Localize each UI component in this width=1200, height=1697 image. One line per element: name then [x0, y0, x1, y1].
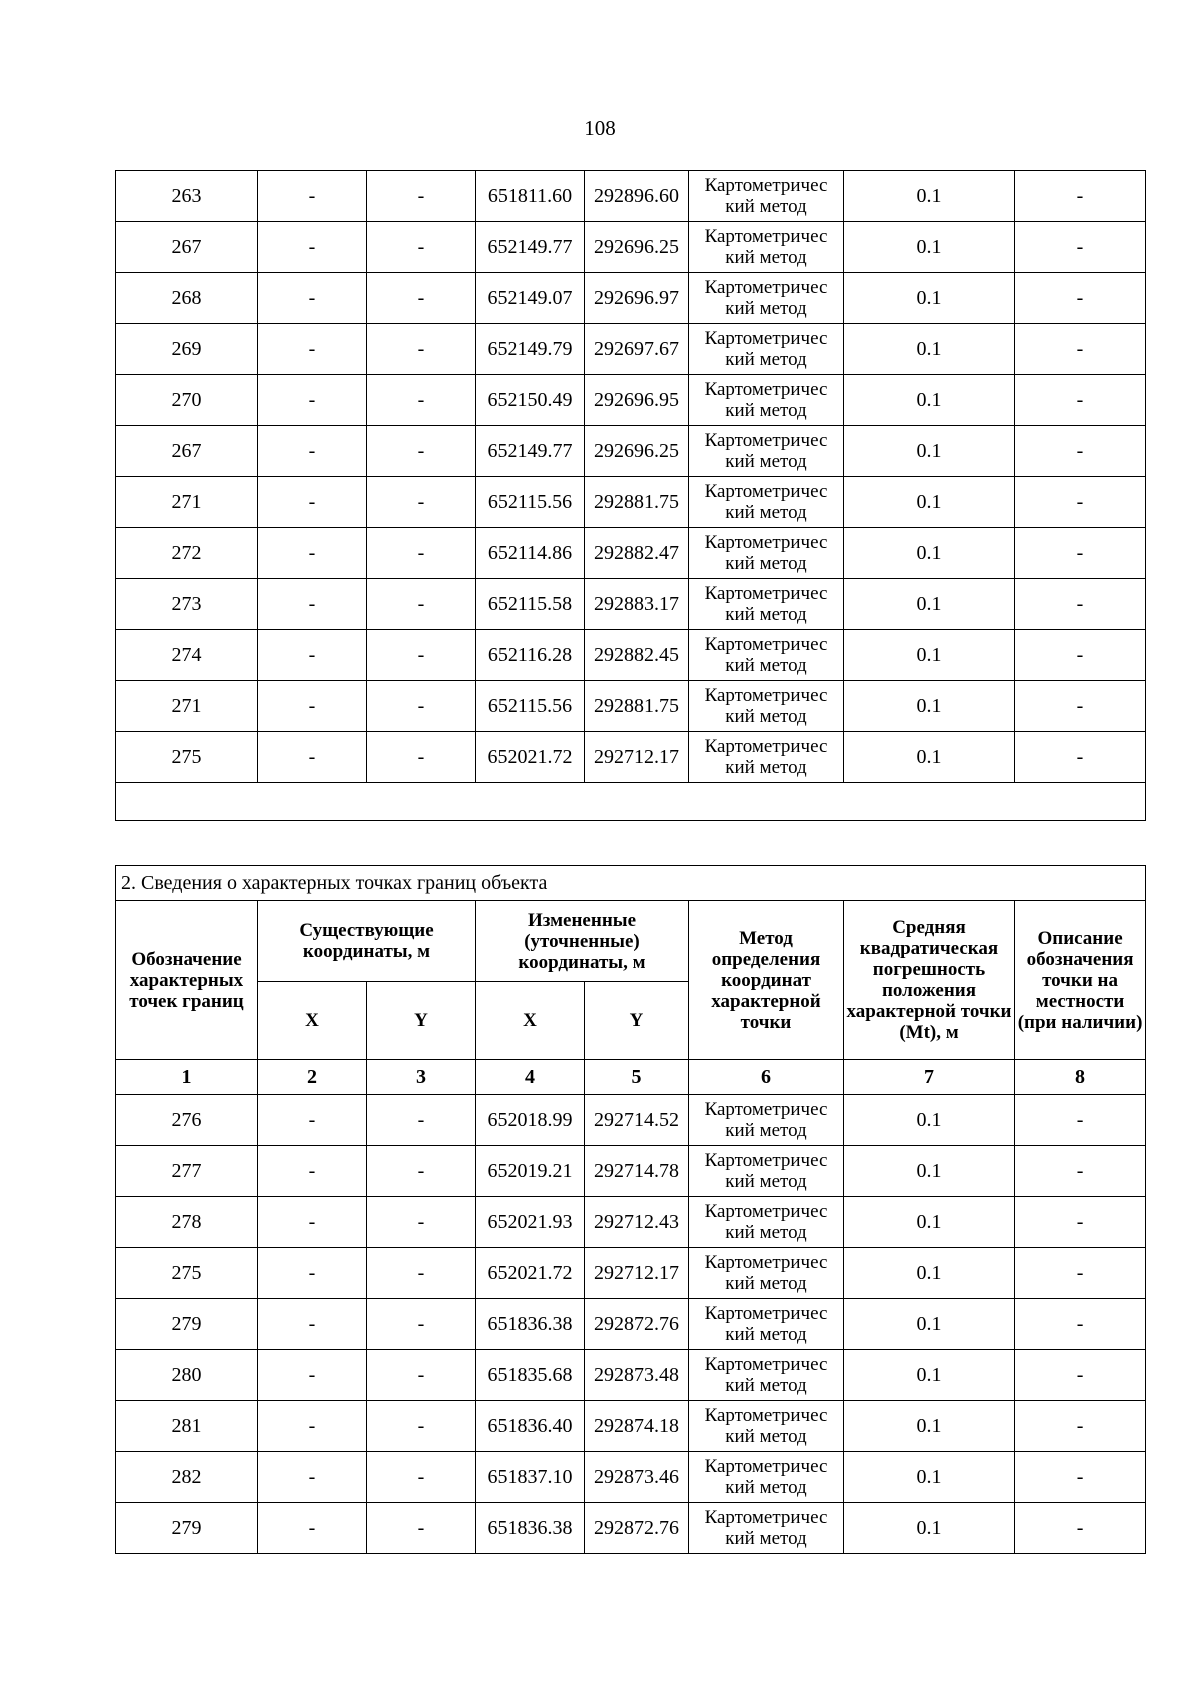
description-cell: - [1015, 1248, 1146, 1299]
changed-y-cell: 292696.95 [585, 375, 689, 426]
existing-y-cell: - [367, 528, 476, 579]
header-existing-y: Y [367, 982, 476, 1060]
method-cell: Картометричес кий метод [689, 477, 844, 528]
error-cell: 0.1 [844, 375, 1015, 426]
changed-y-cell: 292714.52 [585, 1095, 689, 1146]
table-row [116, 222, 1146, 273]
characteristic-points-table [115, 865, 1146, 1554]
existing-y-cell: - [367, 1146, 476, 1197]
existing-y-cell: - [367, 222, 476, 273]
column-number: 5 [585, 1060, 689, 1095]
table-row [116, 1503, 1146, 1554]
changed-x-cell: 652115.58 [476, 579, 585, 630]
changed-x-cell: 652021.72 [476, 1248, 585, 1299]
coordinates-table-continuation [115, 170, 1146, 821]
error-cell: 0.1 [844, 630, 1015, 681]
table-row [116, 1248, 1146, 1299]
method-cell: Картометричес кий метод [689, 1197, 844, 1248]
column-number: 7 [844, 1060, 1015, 1095]
description-cell: - [1015, 1503, 1146, 1554]
existing-y-cell: - [367, 1503, 476, 1554]
error-cell: 0.1 [844, 477, 1015, 528]
description-cell: - [1015, 1452, 1146, 1503]
point-id-cell: 269 [116, 324, 258, 375]
existing-y-cell: - [367, 171, 476, 222]
description-cell: - [1015, 1299, 1146, 1350]
error-cell: 0.1 [844, 1248, 1015, 1299]
changed-y-cell: 292882.47 [585, 528, 689, 579]
changed-x-cell: 652149.77 [476, 222, 585, 273]
header-changed-coords: Измененные (уточненные) координаты, м [476, 901, 689, 982]
table-row [116, 1350, 1146, 1401]
table-row [116, 324, 1146, 375]
table-row [116, 1452, 1146, 1503]
existing-y-cell: - [367, 324, 476, 375]
method-cell: Картометричес кий метод [689, 630, 844, 681]
existing-y-cell: - [367, 1248, 476, 1299]
changed-x-cell: 651811.60 [476, 171, 585, 222]
changed-x-cell: 652115.56 [476, 477, 585, 528]
changed-x-cell: 652018.99 [476, 1095, 585, 1146]
changed-x-cell: 651835.68 [476, 1350, 585, 1401]
changed-x-cell: 652019.21 [476, 1146, 585, 1197]
column-number: 8 [1015, 1060, 1146, 1095]
table-row [116, 1299, 1146, 1350]
existing-x-cell: - [258, 1452, 367, 1503]
method-cell: Картометричес кий метод [689, 528, 844, 579]
existing-y-cell: - [367, 375, 476, 426]
error-cell: 0.1 [844, 273, 1015, 324]
existing-y-cell: - [367, 1299, 476, 1350]
column-number: 1 [116, 1060, 258, 1095]
description-cell: - [1015, 273, 1146, 324]
point-id-cell: 278 [116, 1197, 258, 1248]
error-cell: 0.1 [844, 579, 1015, 630]
point-id-cell: 275 [116, 1248, 258, 1299]
point-id-cell: 272 [116, 528, 258, 579]
changed-y-cell: 292872.76 [585, 1503, 689, 1554]
existing-x-cell: - [258, 426, 367, 477]
description-cell: - [1015, 1197, 1146, 1248]
changed-y-cell: 292712.17 [585, 1248, 689, 1299]
table-row [116, 681, 1146, 732]
changed-y-cell: 292882.45 [585, 630, 689, 681]
existing-y-cell: - [367, 1401, 476, 1452]
header-changed-x: X [476, 982, 585, 1060]
changed-y-cell: 292712.43 [585, 1197, 689, 1248]
changed-y-cell: 292896.60 [585, 171, 689, 222]
error-cell: 0.1 [844, 426, 1015, 477]
existing-x-cell: - [258, 732, 367, 783]
changed-y-cell: 292883.17 [585, 579, 689, 630]
changed-x-cell: 652116.28 [476, 630, 585, 681]
existing-y-cell: - [367, 273, 476, 324]
table-row [116, 375, 1146, 426]
description-cell: - [1015, 681, 1146, 732]
changed-x-cell: 651836.38 [476, 1503, 585, 1554]
changed-x-cell: 652021.93 [476, 1197, 585, 1248]
header-existing-coords: Существующие координаты, м [258, 901, 476, 982]
method-cell: Картометричес кий метод [689, 375, 844, 426]
column-number: 3 [367, 1060, 476, 1095]
point-id-cell: 267 [116, 222, 258, 273]
method-cell: Картометричес кий метод [689, 222, 844, 273]
method-cell: Картометричес кий метод [689, 1299, 844, 1350]
table-row [116, 1095, 1146, 1146]
description-cell: - [1015, 324, 1146, 375]
table-row [116, 732, 1146, 783]
changed-x-cell: 652149.79 [476, 324, 585, 375]
point-id-cell: 271 [116, 477, 258, 528]
existing-x-cell: - [258, 273, 367, 324]
table-row [116, 630, 1146, 681]
method-cell: Картометричес кий метод [689, 1350, 844, 1401]
method-cell: Картометричес кий метод [689, 681, 844, 732]
changed-x-cell: 651836.38 [476, 1299, 585, 1350]
point-id-cell: 271 [116, 681, 258, 732]
point-id-cell: 270 [116, 375, 258, 426]
description-cell: - [1015, 1146, 1146, 1197]
existing-x-cell: - [258, 222, 367, 273]
table-title: 2. Сведения о характерных точках границ объекта [116, 866, 1146, 901]
existing-x-cell: - [258, 1401, 367, 1452]
error-cell: 0.1 [844, 1146, 1015, 1197]
method-cell: Картометричес кий метод [689, 732, 844, 783]
method-cell: Картометричес кий метод [689, 273, 844, 324]
header-error: Средняя квадратическая погрешность положения характерной точки (Mt), м [844, 901, 1015, 1060]
changed-x-cell: 652150.49 [476, 375, 585, 426]
error-cell: 0.1 [844, 1299, 1015, 1350]
error-cell: 0.1 [844, 1197, 1015, 1248]
description-cell: - [1015, 630, 1146, 681]
point-id-cell: 279 [116, 1299, 258, 1350]
table-row [116, 426, 1146, 477]
table-row [116, 1197, 1146, 1248]
description-cell: - [1015, 732, 1146, 783]
description-cell: - [1015, 579, 1146, 630]
point-id-cell: 268 [116, 273, 258, 324]
table-row [116, 1146, 1146, 1197]
column-number: 6 [689, 1060, 844, 1095]
description-cell: - [1015, 375, 1146, 426]
method-cell: Картометричес кий метод [689, 171, 844, 222]
point-id-cell: 263 [116, 171, 258, 222]
existing-x-cell: - [258, 1299, 367, 1350]
changed-y-cell: 292881.75 [585, 681, 689, 732]
method-cell: Картометричес кий метод [689, 426, 844, 477]
point-id-cell: 275 [116, 732, 258, 783]
description-cell: - [1015, 171, 1146, 222]
error-cell: 0.1 [844, 324, 1015, 375]
error-cell: 0.1 [844, 528, 1015, 579]
changed-y-cell: 292872.76 [585, 1299, 689, 1350]
existing-x-cell: - [258, 171, 367, 222]
table-row [116, 477, 1146, 528]
existing-x-cell: - [258, 1248, 367, 1299]
point-id-cell: 280 [116, 1350, 258, 1401]
error-cell: 0.1 [844, 732, 1015, 783]
changed-x-cell: 652114.86 [476, 528, 585, 579]
existing-y-cell: - [367, 1350, 476, 1401]
existing-y-cell: - [367, 681, 476, 732]
point-id-cell: 281 [116, 1401, 258, 1452]
method-cell: Картометричес кий метод [689, 1095, 844, 1146]
table-row [116, 1401, 1146, 1452]
existing-y-cell: - [367, 1452, 476, 1503]
description-cell: - [1015, 222, 1146, 273]
method-cell: Картометричес кий метод [689, 1146, 844, 1197]
header-point-designation: Обозначение характерных точек границ [116, 901, 258, 1060]
changed-y-cell: 292881.75 [585, 477, 689, 528]
description-cell: - [1015, 426, 1146, 477]
method-cell: Картометричес кий метод [689, 324, 844, 375]
existing-y-cell: - [367, 426, 476, 477]
table-row [116, 171, 1146, 222]
existing-x-cell: - [258, 1197, 367, 1248]
method-cell: Картометричес кий метод [689, 1401, 844, 1452]
description-cell: - [1015, 477, 1146, 528]
error-cell: 0.1 [844, 1095, 1015, 1146]
error-cell: 0.1 [844, 1503, 1015, 1554]
changed-x-cell: 652115.56 [476, 681, 585, 732]
error-cell: 0.1 [844, 1401, 1015, 1452]
column-number: 4 [476, 1060, 585, 1095]
existing-x-cell: - [258, 324, 367, 375]
description-cell: - [1015, 1350, 1146, 1401]
empty-cell [116, 783, 1146, 821]
changed-y-cell: 292696.25 [585, 426, 689, 477]
point-id-cell: 273 [116, 579, 258, 630]
description-cell: - [1015, 1095, 1146, 1146]
existing-x-cell: - [258, 1503, 367, 1554]
existing-x-cell: - [258, 375, 367, 426]
existing-y-cell: - [367, 1197, 476, 1248]
point-id-cell: 277 [116, 1146, 258, 1197]
method-cell: Картометричес кий метод [689, 579, 844, 630]
changed-y-cell: 292696.25 [585, 222, 689, 273]
changed-x-cell: 652149.77 [476, 426, 585, 477]
error-cell: 0.1 [844, 171, 1015, 222]
point-id-cell: 276 [116, 1095, 258, 1146]
changed-y-cell: 292874.18 [585, 1401, 689, 1452]
header-method: Метод определения координат характерной точки [689, 901, 844, 1060]
changed-y-cell: 292873.46 [585, 1452, 689, 1503]
changed-y-cell: 292714.78 [585, 1146, 689, 1197]
table-row [116, 579, 1146, 630]
method-cell: Картометричес кий метод [689, 1452, 844, 1503]
error-cell: 0.1 [844, 1452, 1015, 1503]
existing-y-cell: - [367, 477, 476, 528]
description-cell: - [1015, 1401, 1146, 1452]
error-cell: 0.1 [844, 681, 1015, 732]
error-cell: 0.1 [844, 1350, 1015, 1401]
existing-x-cell: - [258, 1350, 367, 1401]
existing-x-cell: - [258, 1095, 367, 1146]
existing-y-cell: - [367, 1095, 476, 1146]
existing-x-cell: - [258, 579, 367, 630]
changed-y-cell: 292712.17 [585, 732, 689, 783]
point-id-cell: 282 [116, 1452, 258, 1503]
empty-row [116, 783, 1146, 821]
table-row [116, 528, 1146, 579]
changed-y-cell: 292696.97 [585, 273, 689, 324]
changed-x-cell: 651837.10 [476, 1452, 585, 1503]
changed-x-cell: 652149.07 [476, 273, 585, 324]
point-id-cell: 279 [116, 1503, 258, 1554]
existing-x-cell: - [258, 528, 367, 579]
page-number: 108 [584, 116, 616, 140]
changed-y-cell: 292873.48 [585, 1350, 689, 1401]
changed-x-cell: 651836.40 [476, 1401, 585, 1452]
header-description: Описание обозначения точки на местности (при наличии) [1015, 901, 1146, 1060]
method-cell: Картометричес кий метод [689, 1248, 844, 1299]
existing-x-cell: - [258, 1146, 367, 1197]
description-cell: - [1015, 528, 1146, 579]
existing-y-cell: - [367, 630, 476, 681]
changed-x-cell: 652021.72 [476, 732, 585, 783]
table-row [116, 273, 1146, 324]
column-number: 2 [258, 1060, 367, 1095]
point-id-cell: 267 [116, 426, 258, 477]
changed-y-cell: 292697.67 [585, 324, 689, 375]
method-cell: Картометричес кий метод [689, 1503, 844, 1554]
header-changed-y: Y [585, 982, 689, 1060]
error-cell: 0.1 [844, 222, 1015, 273]
existing-y-cell: - [367, 579, 476, 630]
existing-x-cell: - [258, 477, 367, 528]
point-id-cell: 274 [116, 630, 258, 681]
existing-y-cell: - [367, 732, 476, 783]
existing-x-cell: - [258, 681, 367, 732]
header-existing-x: X [258, 982, 367, 1060]
existing-x-cell: - [258, 630, 367, 681]
